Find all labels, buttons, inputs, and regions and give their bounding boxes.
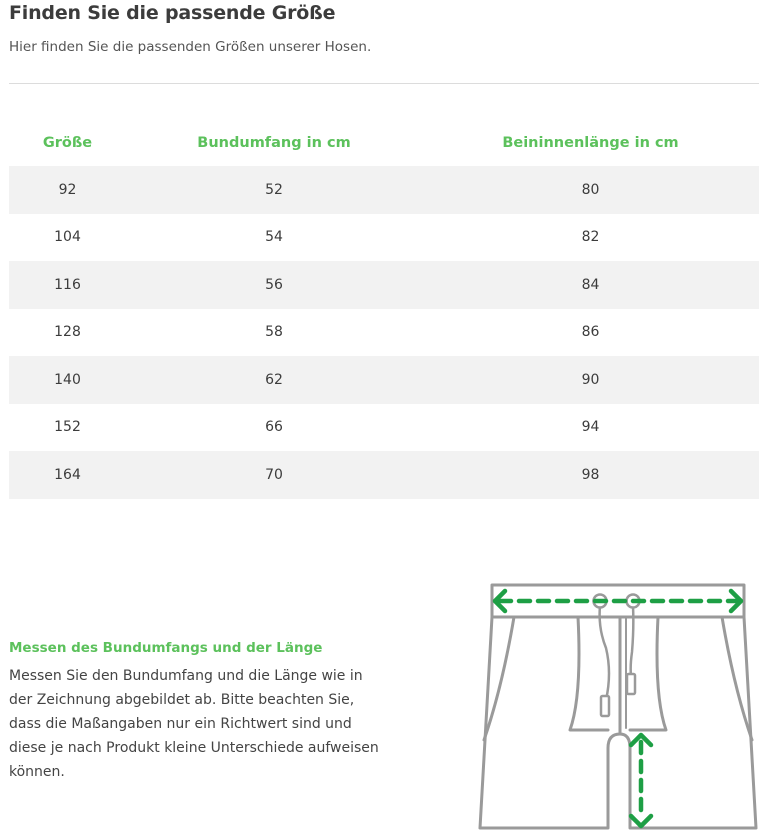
table-header-row: [9, 119, 759, 166]
waist-cell: 52: [265, 181, 283, 198]
inseam-cell: 82: [581, 229, 600, 246]
size-cell: 128: [54, 324, 81, 341]
right-leg: [620, 617, 756, 828]
size-cell: 104: [54, 229, 81, 246]
table-row: [9, 309, 759, 357]
size-table: [9, 119, 759, 499]
size-cell: 164: [54, 466, 81, 483]
table-row: [9, 356, 759, 404]
waist-cell: 62: [265, 371, 283, 388]
table-row: [9, 261, 759, 309]
size-cell: 152: [54, 419, 81, 436]
inseam-cell: 80: [581, 181, 600, 198]
left-leg: [480, 617, 620, 828]
size-cell: 92: [58, 181, 77, 198]
inseam-cell: 98: [581, 466, 600, 483]
size-cell: 116: [54, 276, 81, 293]
table-row: [9, 404, 759, 452]
column-header-size: Größe: [42, 134, 93, 151]
shorts-outline: [480, 585, 756, 828]
table-row: [9, 451, 759, 499]
waist-cell: 54: [265, 229, 283, 246]
drawstring-left: [600, 606, 609, 700]
table-row: [9, 214, 759, 262]
drawstring-tip-right: [627, 674, 635, 694]
shorts-measurement-illustration: [474, 578, 764, 836]
inseam-cell: 90: [581, 371, 600, 388]
column-header-inseam: Beininnenlänge in cm: [502, 134, 679, 151]
inseam-cell: 84: [581, 276, 600, 293]
waist-cell: 58: [265, 324, 283, 341]
inseam-cell: 86: [581, 324, 600, 341]
table-row: [9, 166, 759, 214]
measuring-description: Messen Sie den Bundumfang und die Länge wie in der Zeichnung abgebildet ab. Bitte beachten Sie, dass die Maßangaben nur ein Richtwert sind und diese je nach Produkt kleine Unterschiede aufweisen können.: [9, 668, 379, 780]
drawstring-tip-left: [601, 696, 609, 716]
page-subtitle: Hier finden Sie die passenden Größen unserer Hosen.: [9, 39, 372, 55]
waist-cell: 66: [265, 419, 283, 436]
inseam-cell: 94: [581, 419, 600, 436]
waist-cell: 70: [265, 466, 283, 483]
waist-cell: 56: [265, 276, 283, 293]
page-title: Finden Sie die passende Größe: [9, 2, 336, 24]
measuring-heading: Messen des Bundumfangs und der Länge: [9, 640, 323, 656]
column-header-waist: Bundumfang in cm: [197, 134, 351, 151]
divider: [9, 83, 759, 84]
size-cell: 140: [54, 371, 81, 388]
